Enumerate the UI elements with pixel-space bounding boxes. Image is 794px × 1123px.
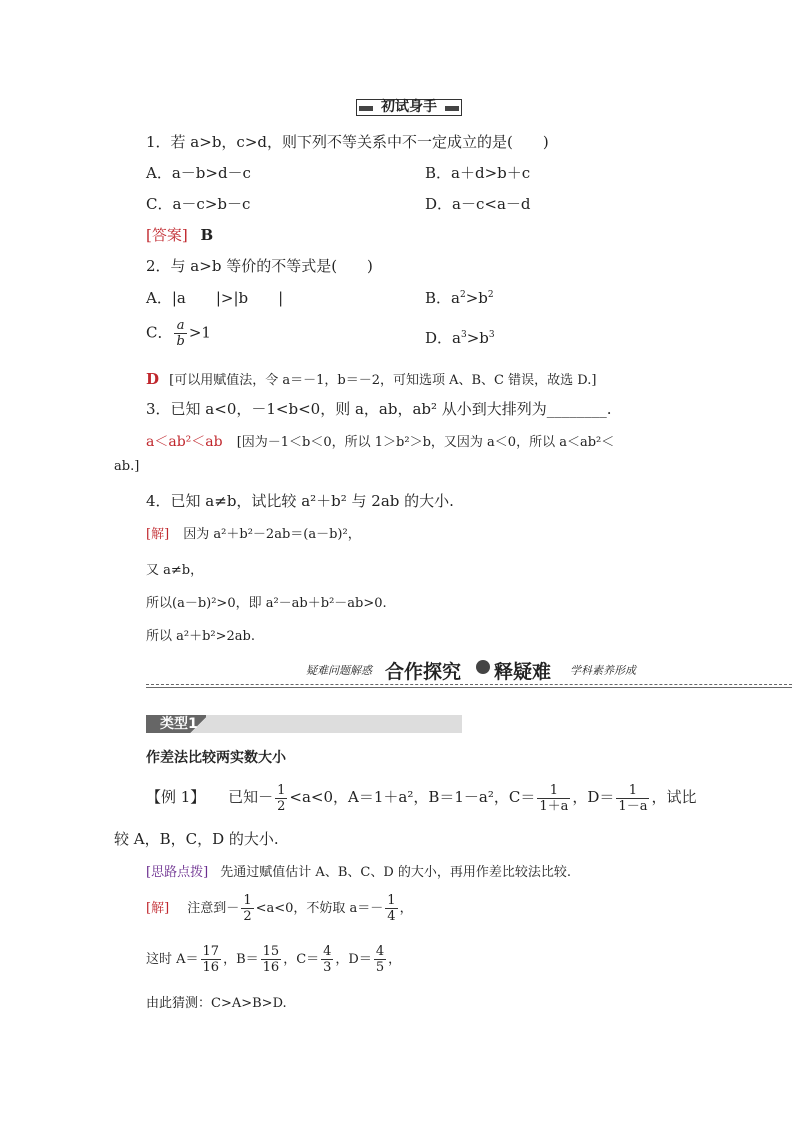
example1-line1 (146, 776, 696, 818)
fracD-den: 1－a (618, 798, 648, 814)
hint-label: [思路点拨] (146, 865, 209, 880)
type-label: 类型1 (160, 716, 198, 732)
fracC-den: 1＋a (539, 798, 569, 814)
example-mid2: ，D＝ (572, 788, 615, 806)
q2-d-sup2: 3 (488, 330, 495, 340)
q3-answer-text: [因为－1＜b＜0，所以 1＞b²＞b，又因为 a＜0，所以 a＜ab²＜ (236, 435, 615, 450)
s1-C-lead: ，C＝ (283, 952, 320, 967)
D-num: 4 (375, 944, 385, 959)
q2-b-mid: >b (465, 289, 488, 307)
q4-line1: 因为 a²＋b²－2ab＝(a－b)²， (183, 527, 361, 542)
frac1-num: 1 (277, 782, 286, 798)
q2-option-c (146, 318, 211, 349)
q1-answer (146, 224, 213, 245)
q3-answer-red: a＜ab²＜ab (146, 434, 223, 450)
solution1-line1 (146, 888, 413, 930)
q2-d-sup1: 3 (460, 330, 467, 340)
banner-arrow-icon (476, 660, 490, 674)
s1-B-lead: ，B＝ (223, 952, 259, 967)
frac-B (261, 944, 282, 975)
q3-answer-tail: ab.] (114, 459, 140, 474)
solution1-line2 (146, 939, 401, 981)
example-frac-d (616, 783, 649, 814)
example-frac-c (537, 783, 570, 814)
banner-divider-dashed (146, 684, 792, 685)
q2-answer-letter: D (146, 370, 160, 388)
A-den: 16 (202, 960, 220, 975)
example1-line2: 较 A，B，C，D 的大小. (114, 830, 279, 848)
s1-frac1-num: 1 (243, 893, 252, 908)
s1-D-lead: ，D＝ (335, 952, 372, 967)
C-num: 4 (323, 944, 332, 959)
solution1-frac2 (385, 893, 397, 924)
q2-stem: 2．与 a>b 等价的不等式是( ) (146, 257, 373, 275)
q4-line3: 所以(a－b)²>0，即 a²－ab＋b²－ab>0. (146, 596, 387, 611)
s1-frac2-den: 4 (387, 909, 396, 924)
example-tail: ，试比 (651, 788, 697, 806)
B-num: 15 (262, 944, 280, 959)
q2-c-den: b (176, 334, 185, 349)
example-frac1 (275, 783, 287, 814)
type-title: 作差法比较两实数大小 (146, 750, 286, 766)
solution1-lead: 注意到－ (187, 901, 240, 916)
q2-b-sup1: 2 (459, 290, 466, 300)
hint (146, 861, 571, 880)
example-lead: 已知－ (228, 788, 274, 806)
q2-answer-text: [可以用赋值法，令 a＝－1，b＝－2，可知选项 A、B、C 错误，故选 D.] (169, 373, 597, 388)
solution1-line3: 由此猜测：C>A>B>D. (146, 996, 287, 1011)
s1-l2-lead: 这时 A＝ (146, 952, 199, 967)
q1-option-a: A．a－b>d－c (146, 164, 251, 182)
B-den: 16 (262, 960, 280, 975)
solution1-mid: <a<0，不妨取 a＝－ (255, 901, 384, 916)
q3-answer (146, 431, 614, 451)
q2-b-sup2: 2 (487, 290, 494, 300)
hint-text: 先通过赋值估计 A、B、C、D 的大小，再用作差比较法比较. (220, 865, 572, 880)
frac-C (321, 944, 333, 975)
C-den: 3 (323, 960, 332, 975)
solution1-label: [解] (146, 901, 170, 916)
q4-line4: 所以 a²＋b²>2ab. (146, 629, 255, 644)
D-den: 5 (375, 960, 385, 975)
q2-d-prefix: D．a (425, 329, 461, 347)
fracC-num: 1 (537, 783, 570, 799)
banner-main2: 释疑难 (494, 661, 552, 683)
A-num: 17 (202, 944, 220, 959)
q4-solution-line1 (146, 523, 361, 542)
q2-c-suffix: >1 (188, 323, 211, 342)
banner-left: 疑难问题解惑 (306, 664, 372, 677)
q2-answer (146, 369, 596, 388)
example-label: 【例 1】 (146, 788, 206, 806)
q1-option-c: C．a－c>b－c (146, 195, 251, 213)
q2-c-num: a (176, 318, 185, 333)
q4-line2: 又 a≠b， (146, 563, 204, 578)
q2-d-mid: >b (466, 329, 489, 347)
q2-option-a: A．|a |>|b | (146, 289, 284, 307)
q2-option-b (425, 287, 494, 308)
q4-stem: 4．已知 a≠b，试比较 a²＋b² 与 2ab 的大小. (146, 492, 454, 510)
section-title: 初试身手 (381, 99, 437, 115)
q2-option-d (425, 327, 495, 348)
q2-b-prefix: B．a (425, 289, 460, 307)
q2-c-fraction (174, 318, 186, 349)
q3-stem: 3．已知 a<0，－1<b<0，则 a，ab，ab² 从小到大排列为________. (146, 400, 612, 418)
solution1-tail: ， (399, 901, 413, 916)
q2-c-prefix: C． (146, 323, 173, 342)
s1-frac2-num: 1 (387, 893, 396, 908)
frac1-den: 2 (277, 798, 286, 814)
solution1-frac1 (241, 893, 253, 924)
solution-label: [解] (146, 527, 170, 542)
q1-option-b: B．a＋d>b＋c (425, 164, 531, 182)
answer-value: B (200, 226, 214, 244)
fracD-num: 1 (616, 783, 649, 799)
s1-l2-tail: ， (388, 952, 402, 967)
banner-right: 学科素养形成 (570, 664, 636, 677)
example-mid1: <a<0，A＝1＋a²，B＝1－a²，C＝ (289, 788, 536, 806)
answer-label: [答案] (146, 226, 188, 244)
frac-A (201, 944, 222, 975)
banner-divider (146, 687, 792, 688)
q1-stem: 1．若 a>b，c>d，则下列不等关系中不一定成立的是( ) (146, 133, 549, 151)
q1-option-d: D．a－c<a－d (425, 195, 531, 213)
frac-D (374, 944, 386, 975)
s1-frac1-den: 2 (243, 909, 252, 924)
banner-main1: 合作探究 (385, 661, 462, 683)
